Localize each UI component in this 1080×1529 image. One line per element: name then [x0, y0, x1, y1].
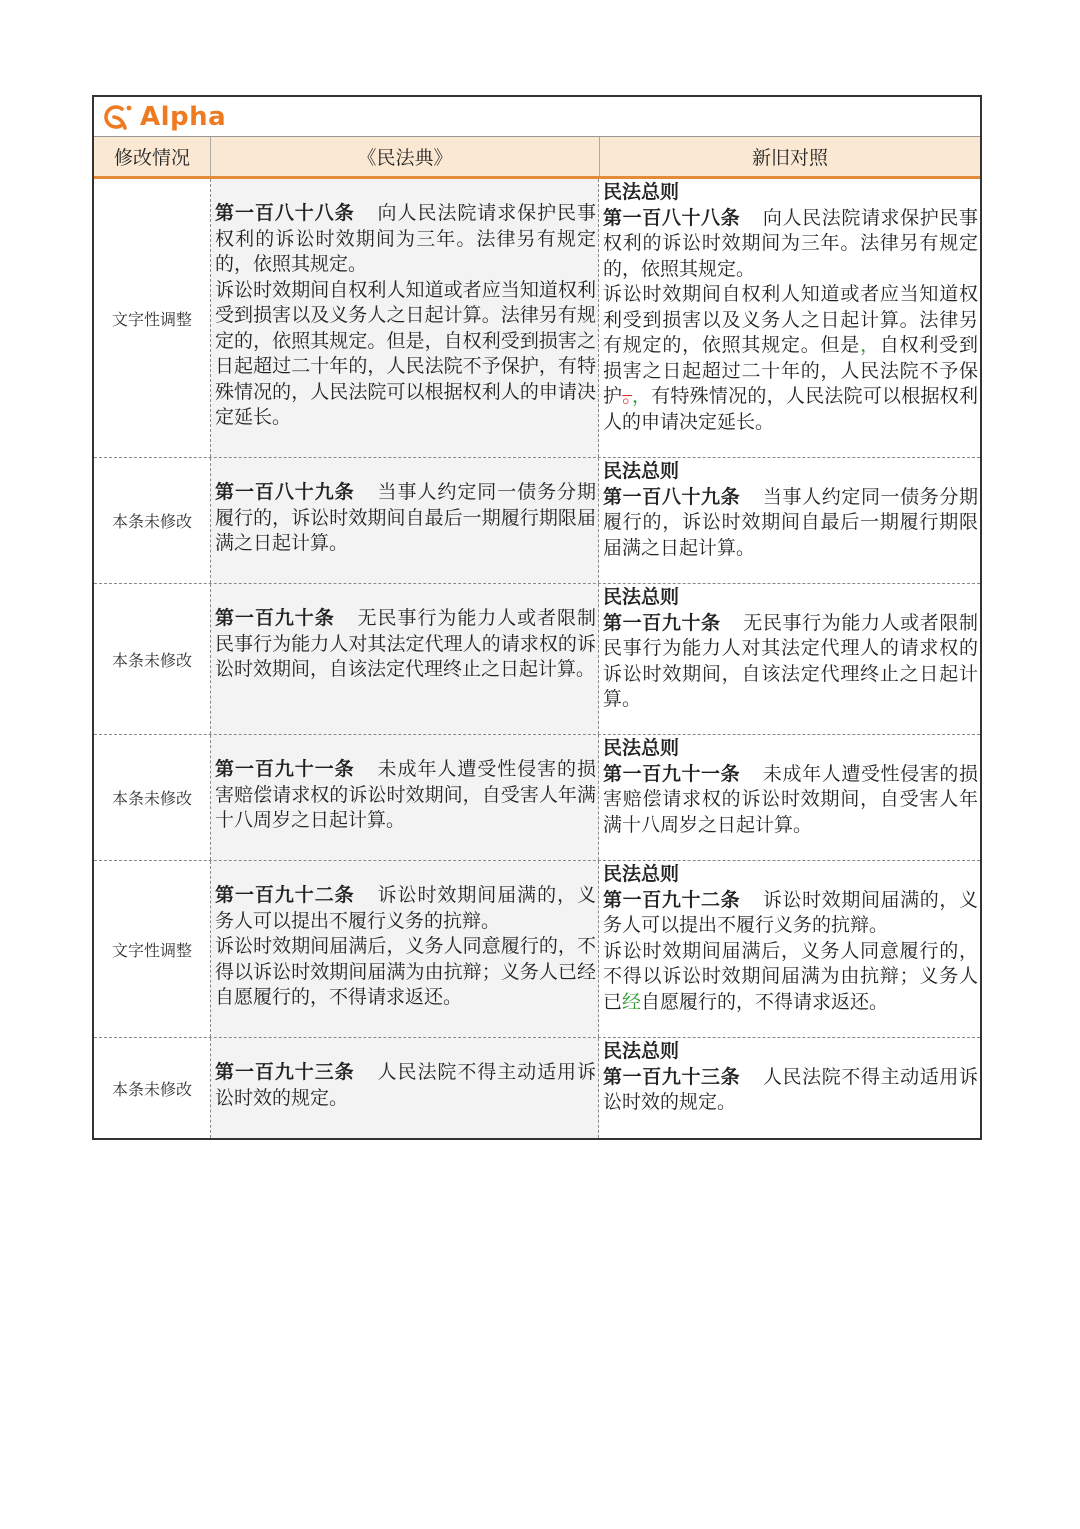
- law-part-label: 民法总则: [603, 737, 680, 759]
- article-text: 向人民法院请求保护民事权利的诉讼时效期间为三年。法律另有规定的，依照其规定。: [603, 206, 978, 280]
- new-article-paragraph: [215, 606, 596, 683]
- article-text: 有特殊情况的，人民法院可以根据权利人的申请决定延长。: [603, 385, 978, 433]
- comparison-document: [92, 95, 982, 1140]
- new-article-paragraph: [215, 1060, 596, 1111]
- brand-name: Alpha: [140, 101, 227, 132]
- table-row: [94, 735, 980, 861]
- old-article-paragraph: [603, 485, 978, 562]
- row-status: 本条未修改: [94, 584, 211, 734]
- article-text: 当事人约定同一债务分期履行的，诉讼时效期间自最后一期履行期限届满之日起计算。: [215, 481, 596, 554]
- new-article-paragraph: [215, 757, 596, 834]
- new-text-cell: [211, 1038, 599, 1138]
- header-status: 修改情况: [94, 137, 211, 176]
- table-row: [94, 584, 980, 735]
- old-text-cell: [599, 179, 980, 457]
- new-text-cell: [211, 179, 599, 457]
- old-text-cell: [599, 735, 980, 860]
- new-article-paragraph: [215, 883, 596, 934]
- article-number: 第一百八十八条: [603, 206, 741, 229]
- new-article-paragraph: [215, 480, 596, 557]
- new-article-paragraph: 诉讼时效期间自权利人知道或者应当知道权利受到损害以及义务人之日起计算。法律另有规定的，依照其规定。但是，自权利受到损害之日起超过二十年的，人民法院不予保护，有特殊情况的，人民法院可以根据权利人的申请决定延长。: [215, 278, 596, 428]
- table-row: [94, 179, 980, 458]
- header-civil-code: 《民法典》: [211, 137, 600, 176]
- article-text: 未成年人遭受性侵害的损害赔偿请求权的诉讼时效期间，自受害人年满十八周岁之日起计算。: [215, 758, 596, 831]
- table-row: [94, 458, 980, 584]
- old-article-paragraph: [603, 939, 978, 1016]
- article-text: 无民事行为能力人或者限制民事行为能力人对其法定代理人的请求权的诉讼时效期间，自该法定代理终止之日起计算。: [215, 607, 596, 680]
- article-text: 自权利受到损害之日起超过二十年的，人民法院不予保护: [603, 334, 978, 407]
- article-text: 诉讼时效期间届满的，义务人可以提出不履行义务的抗辩。: [215, 884, 596, 932]
- article-number: 第一百九十一条: [603, 762, 741, 785]
- article-number: 第一百九十二条: [603, 888, 741, 911]
- new-text-cell: [211, 861, 599, 1037]
- article-text: 自愿履行的，不得请求返还。: [641, 990, 889, 1013]
- table-header: [94, 137, 980, 179]
- old-article-paragraph: [603, 611, 978, 713]
- law-part-label: 民法总则: [603, 1040, 680, 1062]
- article-text: 诉讼时效期间届满的，义务人可以提出不履行义务的抗辩。: [603, 888, 978, 936]
- article-number: 第一百九十条: [603, 611, 721, 634]
- law-part-label: 民法总则: [603, 586, 680, 608]
- row-status: 本条未修改: [94, 458, 211, 583]
- new-text-cell: [211, 735, 599, 860]
- article-number: 第一百八十八条: [215, 202, 355, 224]
- article-number: 第一百九十三条: [215, 1061, 355, 1083]
- article-text: 向人民法院请求保护民事权利的诉讼时效期间为三年。法律另有规定的，依照其规定。: [215, 202, 596, 275]
- row-status: 本条未修改: [94, 1038, 211, 1138]
- inserted-text: ，: [631, 385, 652, 407]
- old-text-cell: [599, 861, 980, 1037]
- header-comparison: 新旧对照: [751, 147, 828, 169]
- article-number: 第一百九十一条: [215, 758, 355, 780]
- new-article-paragraph: 诉讼时效期间届满后，义务人同意履行的，不得以诉讼时效期间届满为由抗辩；义务人已经自愿履行的，不得请求返还。: [215, 935, 596, 1008]
- law-part-label: 民法总则: [603, 863, 680, 885]
- old-text-cell: [599, 458, 980, 583]
- table-row: [94, 1038, 980, 1138]
- row-status: 文字性调整: [94, 179, 211, 457]
- new-text-cell: [211, 458, 599, 583]
- article-text: 人民法院不得主动适用诉讼时效的规定。: [215, 1061, 596, 1109]
- article-number: 第一百九十三条: [603, 1065, 741, 1088]
- old-article-paragraph: [603, 282, 978, 435]
- article-text: 诉讼时效期间自权利人知道或者应当知道权利受到损害以及义务人之日起计算。法律另有规定的，依照其规定。但是: [603, 283, 978, 356]
- article-number: 第一百九十二条: [215, 884, 355, 906]
- inserted-text: 经: [622, 990, 642, 1013]
- law-part-label: 民法总则: [603, 460, 680, 482]
- old-text-cell: [599, 584, 980, 734]
- table-row: [94, 861, 980, 1038]
- article-text: 当事人约定同一债务分期履行的，诉讼时效期间自最后一期履行期限届满之日起计算。: [603, 485, 978, 559]
- article-number: 第一百八十九条: [603, 485, 741, 508]
- alpha-logo-icon: [100, 102, 134, 132]
- old-article-paragraph: [603, 888, 978, 939]
- brand-bar: [94, 97, 980, 137]
- row-status: 文字性调整: [94, 861, 211, 1037]
- old-article-paragraph: [603, 1065, 978, 1116]
- article-text: 未成年人遭受性侵害的损害赔偿请求权的诉讼时效期间，自受害人年满十八周岁之日起计算。: [603, 762, 978, 836]
- law-part-label: 民法总则: [603, 181, 680, 203]
- article-number: 第一百九十条: [215, 607, 335, 629]
- row-status: 本条未修改: [94, 735, 211, 860]
- new-article-paragraph: [215, 201, 596, 278]
- new-text-cell: [211, 584, 599, 734]
- old-article-paragraph: [603, 206, 978, 283]
- old-article-paragraph: [603, 762, 978, 839]
- article-text: 人民法院不得主动适用诉讼时效的规定。: [603, 1065, 978, 1113]
- article-text: 无民事行为能力人或者限制民事行为能力人对其法定代理人的请求权的诉讼时效期间，自该法定代理终止之日起计算。: [603, 611, 978, 710]
- old-text-cell: [599, 1038, 980, 1138]
- deleted-text: 。: [622, 385, 632, 407]
- article-number: 第一百八十九条: [215, 481, 355, 503]
- inserted-text: ，: [860, 334, 880, 356]
- article-text: 诉讼时效期间届满后，义务人同意履行的，不得以诉讼时效期间届满为由抗辩；义务人已: [603, 939, 978, 1013]
